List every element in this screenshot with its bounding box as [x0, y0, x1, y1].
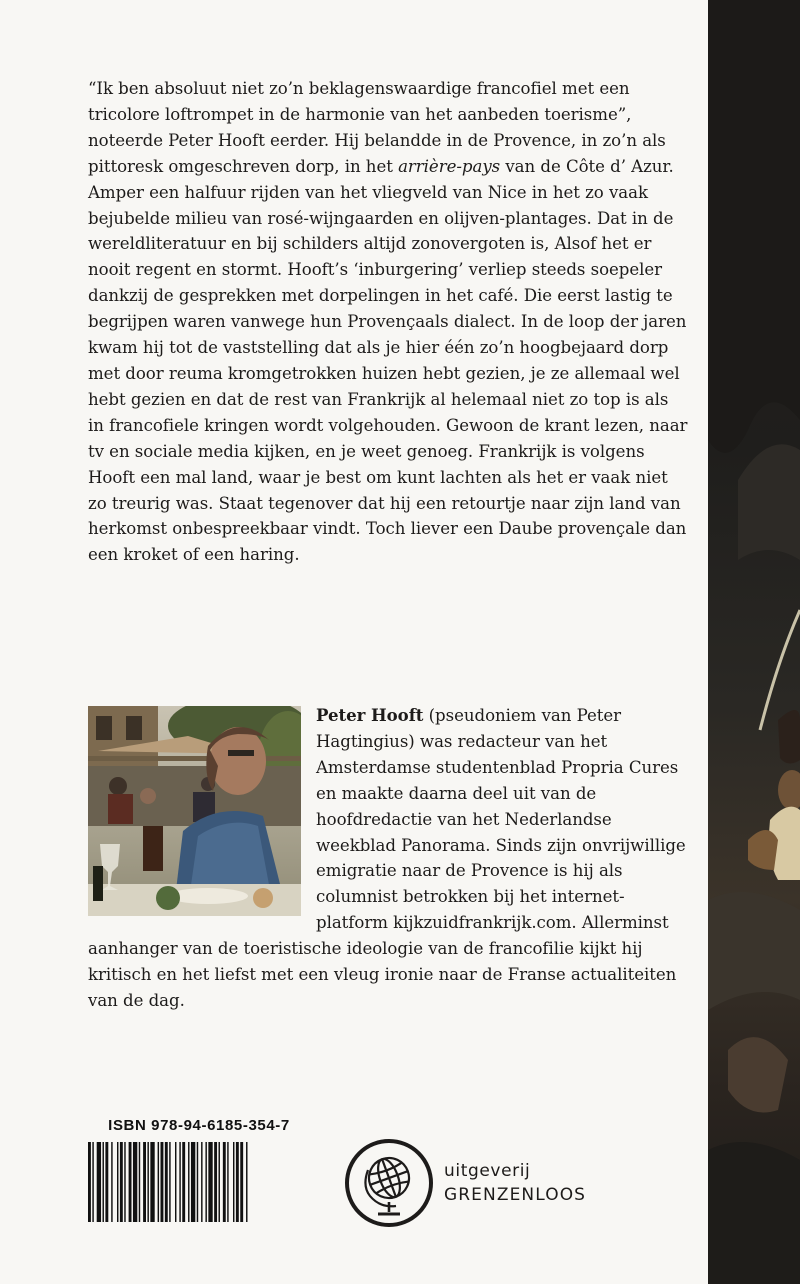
barcode-bar [219, 1142, 220, 1222]
barcode-bar [236, 1142, 239, 1222]
publisher-label: uitgeverij [444, 1161, 531, 1181]
barcode-bar [169, 1142, 170, 1222]
barcode-bar [103, 1142, 104, 1222]
barcode-bar [246, 1142, 247, 1222]
barcode-bar [92, 1142, 93, 1222]
barcode-bar [182, 1142, 185, 1222]
barcode-bar [161, 1142, 164, 1222]
cover-painting-edge [708, 0, 800, 1284]
barcode-bar [111, 1142, 112, 1222]
isbn-number: ISBN 978-94-6185-354-7 [108, 1117, 290, 1134]
barcode-bar [223, 1142, 226, 1222]
barcode-bar [205, 1142, 206, 1222]
barcode-bar [143, 1142, 146, 1222]
barcode-bar [214, 1142, 217, 1222]
barcode-bar [233, 1142, 234, 1222]
author-name: Peter Hooft [316, 705, 424, 725]
barcode-bar [147, 1142, 148, 1222]
barcode-bar [201, 1142, 202, 1222]
barcode-bar [158, 1142, 159, 1222]
barcode-bar [188, 1142, 189, 1222]
barcode-bar [227, 1142, 228, 1222]
barcode-bar [129, 1142, 132, 1222]
blurb-paragraph [88, 76, 688, 568]
barcode-bar [120, 1142, 123, 1222]
blurb-text: “Ik ben absoluut niet zo’n beklagenswaardige francofiel met een tricolore loftrompet in de harmonie van het aanbeden toerisme”, noteerde Peter Hooft eerder. Hij belandde in de Provence, in zo’n als pittoresk omgeschreven dorp, in het [88, 79, 666, 176]
barcode-bar [197, 1142, 198, 1222]
barcode-bar [105, 1142, 108, 1222]
barcode-bar [133, 1142, 137, 1222]
barcode-bar [175, 1142, 176, 1222]
author-bio [88, 703, 688, 1014]
publisher-name: GRENZENLOOS [444, 1185, 587, 1205]
isbn-block [88, 1116, 310, 1222]
barcode-bar [165, 1142, 168, 1222]
barcode-bar [240, 1142, 243, 1222]
barcode-bar [191, 1142, 195, 1222]
blurb-text-continued: van de Côte d’ Azur. Amper een halfuur rijden van het vliegveld van Nice in het zo vaak bejubelde milieu van rosé-wijngaarden en olijven-plantages. Dat in de wereldliteratuur en bij schilders altijd zonovergoten is, Alsof het er nooit regent en stormt. Hooft’s ‘inburgering’ verliep steeds soepeler dankzij de gesprekken met dorpelingen in het café. Die eerst lastig te begrijpen waren vanwege hun Provençaals dialect. In de loop der jaren kwam hij tot de vaststelling dat als je hier één zo’n hoogbejaard dorp met door reuma kromgetrokken huizen hebt gezien, je ze allemaal wel hebt gezien en dat de rest van Frankrijk al helemaal niet zo top is als in francofiele kringen wordt volgehouden. Gewoon de krant lezen, naar tv en sociale media kijken, en je weet genoeg. Frankrijk is volgens Hooft een mal land, waar je best om kunt lachten als het er vaak niet zo treurig was. Staat tegenover dat hij een retourtje naar zijn land van herkomst onbespreekbaar vindt. Toch liever een Daube provençale dan een kroket of een haring. [88, 156, 688, 565]
barcode-bar [88, 1142, 91, 1222]
globe-icon [344, 1138, 434, 1228]
barcode-bar [208, 1142, 212, 1222]
barcode-bar [97, 1142, 101, 1222]
barcode-bar [124, 1142, 125, 1222]
blurb-italic-term: arrière-pays [398, 156, 501, 176]
barcode-bar [139, 1142, 140, 1222]
barcode-bar [150, 1142, 154, 1222]
author-bio-text: (pseudoniem van Peter Hagtingius) was redacteur van het Amsterdamse studentenblad Propria Cures en maakte daarna deel uit van de hoofdredactie van het Nederlandse weekblad Panorama. Sinds zijn onvrijwillige emigratie naar de Provence is hij als columnist betrokken bij het internet-platform kijkzuidfrankrijk.com. Allerminst aanhanger van de toeristische ideologie van de francofilie kijkt hij kritisch en het liefst met een vleug ironie naar de Franse actualiteiten van de dag. [88, 706, 686, 1010]
barcode-bar [179, 1142, 180, 1222]
barcode [88, 1142, 310, 1222]
barcode-bar [117, 1142, 118, 1222]
